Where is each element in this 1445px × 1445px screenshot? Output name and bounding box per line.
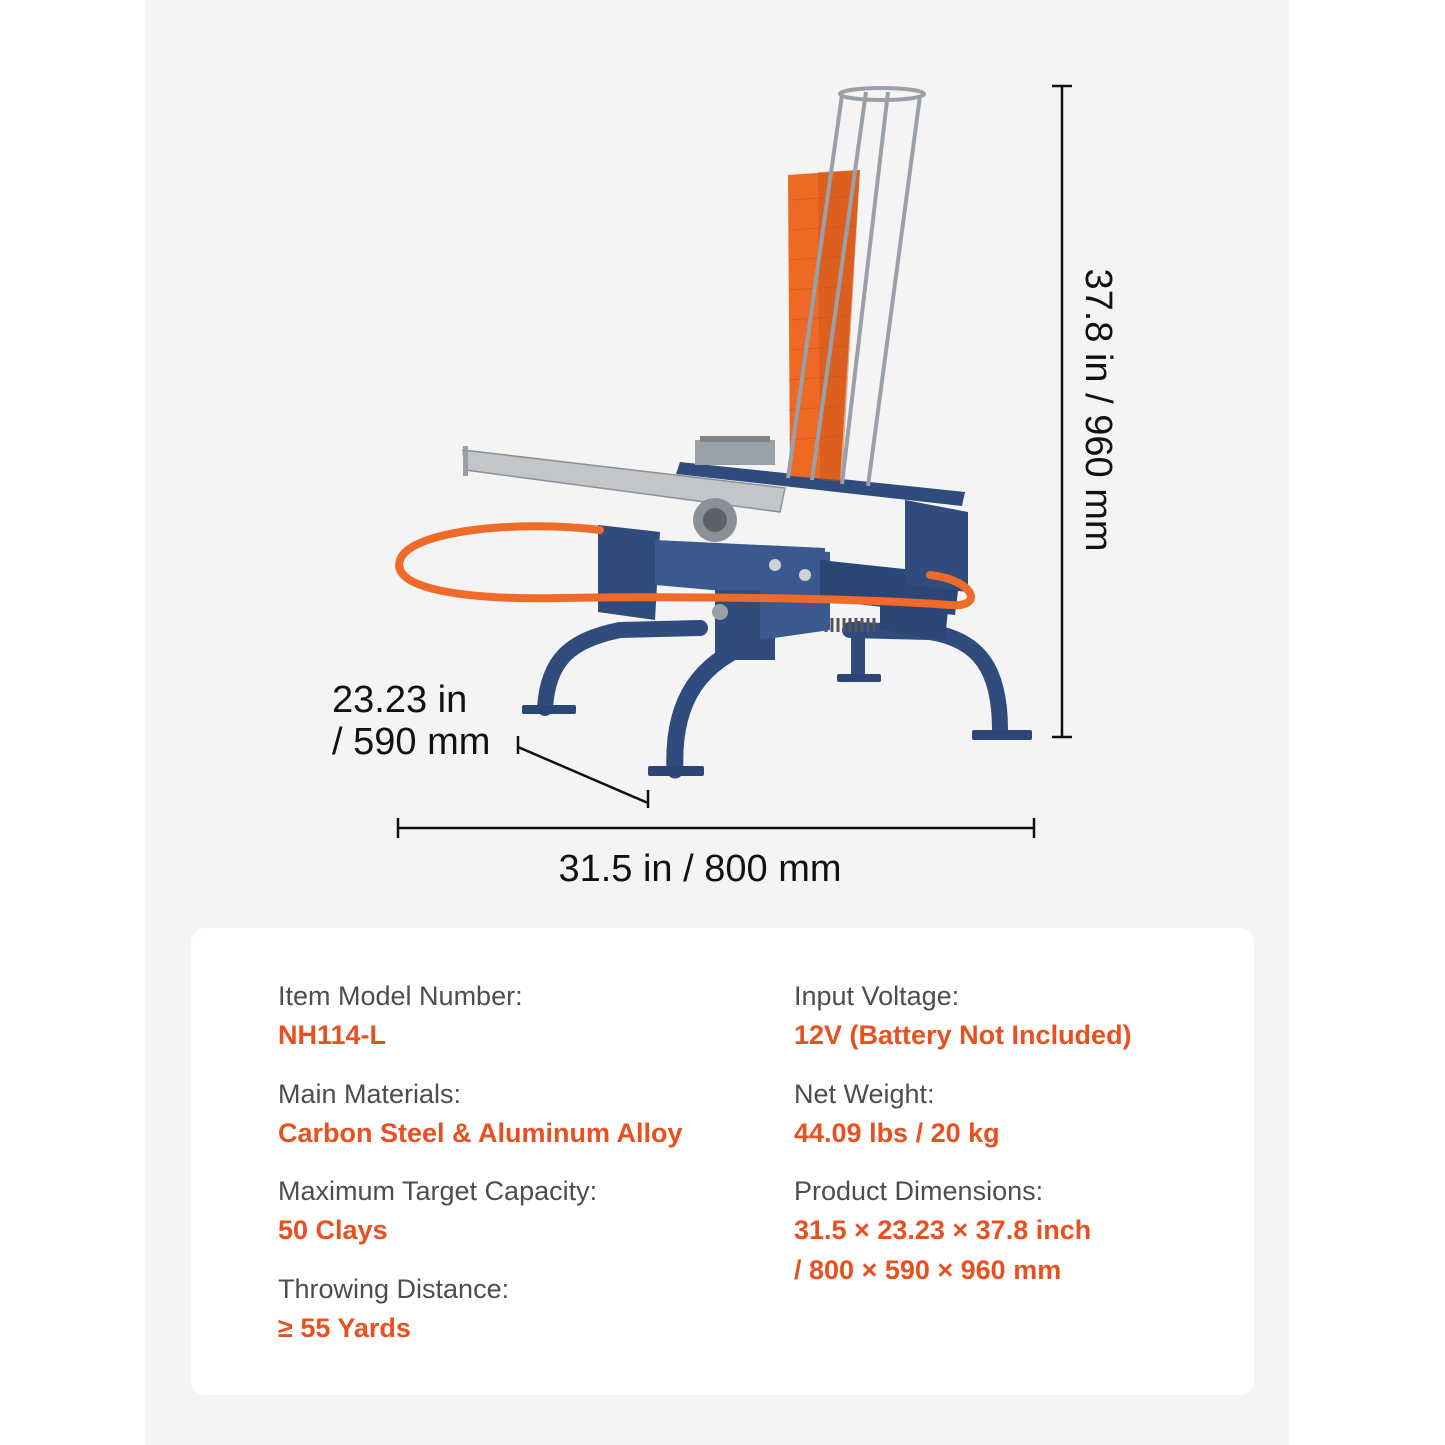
spec-value: 31.5 × 23.23 × 37.8 inch xyxy=(794,1215,1092,1246)
spec-item-materials xyxy=(278,1078,683,1176)
leg-feet xyxy=(522,674,1032,776)
spec-item-model-number xyxy=(278,980,683,1078)
depth-dimension-label xyxy=(332,680,490,764)
height-dimension-label: 37.8 in / 960 mm xyxy=(1076,268,1119,552)
clay-magazine xyxy=(788,88,924,486)
depth-label-line2: / 590 mm xyxy=(332,720,491,763)
depth-dimension-line xyxy=(518,747,648,803)
width-dimension-label: 31.5 in / 800 mm xyxy=(558,848,842,891)
spec-value: NH114-L xyxy=(278,1020,387,1051)
depth-label-line1: 23.23 in xyxy=(332,679,468,721)
spec-column-left xyxy=(278,980,683,1370)
spec-label: Maximum Target Capacity: xyxy=(278,1176,598,1206)
spec-item-capacity xyxy=(278,1175,683,1273)
spec-item-voltage xyxy=(794,980,1132,1078)
spec-label: Item Model Number: xyxy=(278,981,523,1011)
spec-card xyxy=(191,928,1254,1395)
spec-value-metric: / 800 × 590 × 960 mm xyxy=(794,1254,1062,1285)
spec-item-net-weight xyxy=(794,1078,1132,1176)
spring xyxy=(826,618,874,632)
spec-value: 50 Clays xyxy=(278,1215,388,1246)
spec-label: Main Materials: xyxy=(278,1078,462,1109)
spec-value: Carbon Steel & Aluminum Alloy xyxy=(278,1117,683,1148)
spec-value: 44.09 lbs / 20 kg xyxy=(794,1117,1000,1148)
spec-item-throwing-distance xyxy=(278,1273,683,1371)
spec-label: Input Voltage: xyxy=(794,981,960,1011)
spec-item-dimensions xyxy=(794,1175,1132,1285)
spec-label: Net Weight: xyxy=(794,1078,935,1109)
spec-column-right xyxy=(794,980,1132,1285)
spec-value: ≥ 55 Yards xyxy=(278,1312,411,1343)
spec-value: 12V (Battery Not Included) xyxy=(794,1020,1132,1051)
spec-label: Product Dimensions: xyxy=(794,1176,1044,1206)
spec-label: Throwing Distance: xyxy=(278,1273,510,1304)
